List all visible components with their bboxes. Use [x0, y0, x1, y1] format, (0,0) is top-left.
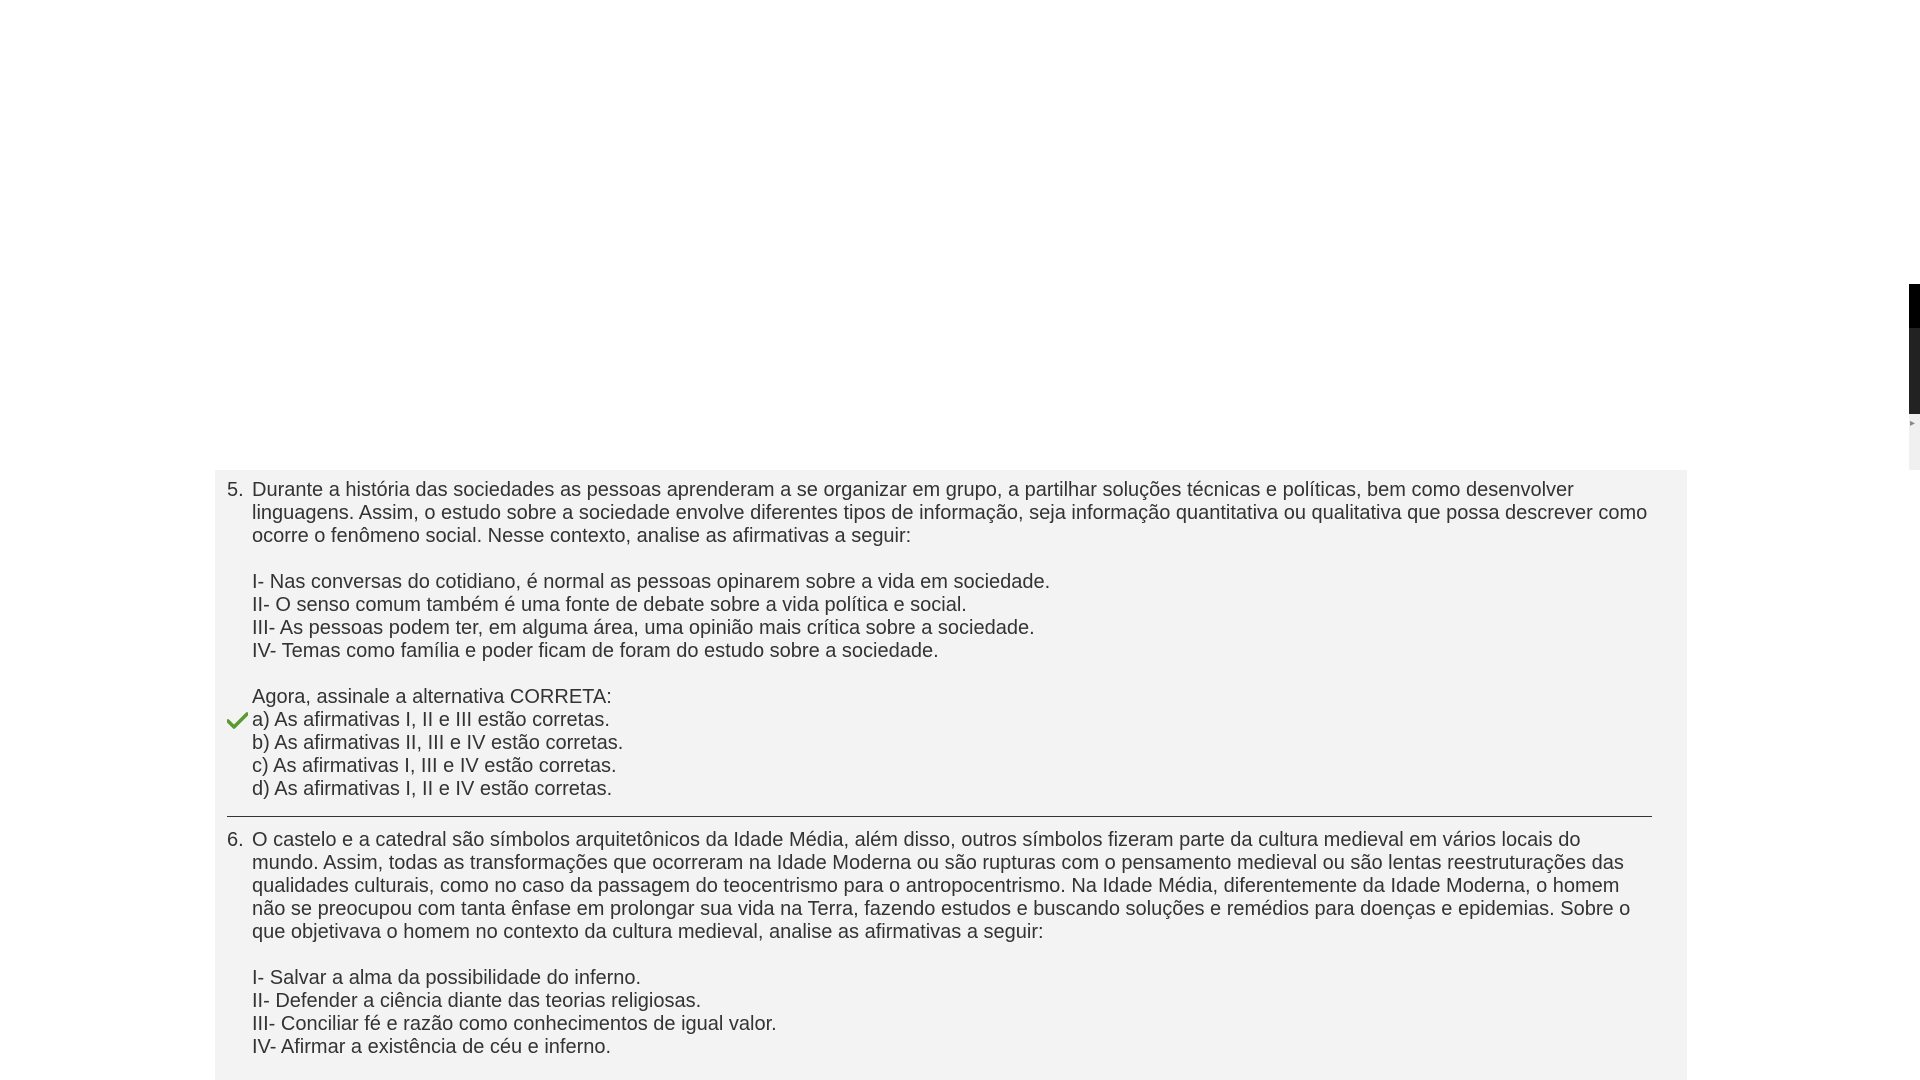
option-label: a) As afirmativas I, II e III estão corretas. [252, 709, 610, 731]
prompt-line: linguagens. Assim, o estudo sobre a sociedade envolve diferentes tipos de informação, seja informação quantitativa ou qualitativa que possa descrever como [252, 502, 1648, 524]
instruction: Agora, assinale a alternativa CORRETA: [252, 686, 612, 708]
option-label: c) As afirmativas I, III e IV estão corretas. [252, 755, 617, 777]
question-body [252, 829, 1652, 1059]
statement: IV- Temas como família e poder ficam de foram do estudo sobre a sociedade. [252, 640, 939, 662]
prompt-line: O castelo e a catedral são símbolos arquitetônicos da Idade Média, além disso, outros símbolos fizeram parte da cultura medieval em vários locais do [252, 829, 1581, 851]
question-5 [227, 479, 1652, 801]
question-number: 6. [227, 829, 244, 851]
statement: I- Nas conversas do cotidiano, é normal as pessoas opinarem sobre a vida em sociedade. [252, 571, 1051, 593]
option-c[interactable] [252, 755, 1652, 778]
prompt-line: ocorre o fenômeno social. Nesse contexto, analise as afirmativas a seguir: [252, 525, 912, 547]
prompt-line: que objetivava o homem no contexto da cultura medieval, analise as afirmativas a seguir: [252, 921, 1044, 943]
questions-panel [215, 470, 1687, 1080]
prompt-line: Durante a história das sociedades as pessoas aprenderam a se organizar em grupo, a partilhar soluções técnicas e políticas, bem como desenvolver [252, 479, 1574, 501]
check-icon [227, 712, 248, 729]
option-label: d) As afirmativas I, II e IV estão corretas. [252, 778, 613, 800]
scroll-arrow-icon[interactable]: ▸ [1910, 418, 1916, 429]
prompt-line: não se preocupou com tanta ênfase em prolongar sua vida na Terra, fazendo estudos e buscando soluções e remédios para doenças e epidemias. Sobre o [252, 898, 1631, 920]
statement: III- Conciliar fé e razão como conhecimentos de igual valor. [252, 1013, 777, 1035]
statement: II- O senso comum também é uma fonte de debate sobre a vida política e social. [252, 594, 967, 616]
question-number: 5. [227, 479, 244, 501]
question-body [252, 479, 1652, 801]
side-scroll-tab-top[interactable] [1909, 284, 1920, 328]
statement: IV- Afirmar a existência de céu e inferno. [252, 1036, 612, 1058]
question-divider [227, 816, 1652, 817]
option-label: b) As afirmativas II, III e IV estão corretas. [252, 732, 624, 754]
statement: III- As pessoas podem ter, em alguma área, uma opinião mais crítica sobre a sociedade. [252, 617, 1035, 639]
prompt-line: qualidades culturais, como no caso da passagem do teocentrismo para o antropocentrismo. Na Idade Média, diferentemente da Idade Moderna, o homem [252, 875, 1620, 897]
option-d[interactable] [252, 778, 1652, 801]
statement: II- Defender a ciência diante das teorias religiosas. [252, 990, 702, 1012]
option-a[interactable] [252, 709, 1652, 732]
question-6 [227, 829, 1652, 1059]
statement: I- Salvar a alma da possibilidade do inferno. [252, 967, 642, 989]
option-b[interactable] [252, 732, 1652, 755]
prompt-line: mundo. Assim, todas as transformações que ocorreram na Idade Moderna ou são rupturas com o pensamento medieval ou são lentas reestruturações das [252, 852, 1624, 874]
